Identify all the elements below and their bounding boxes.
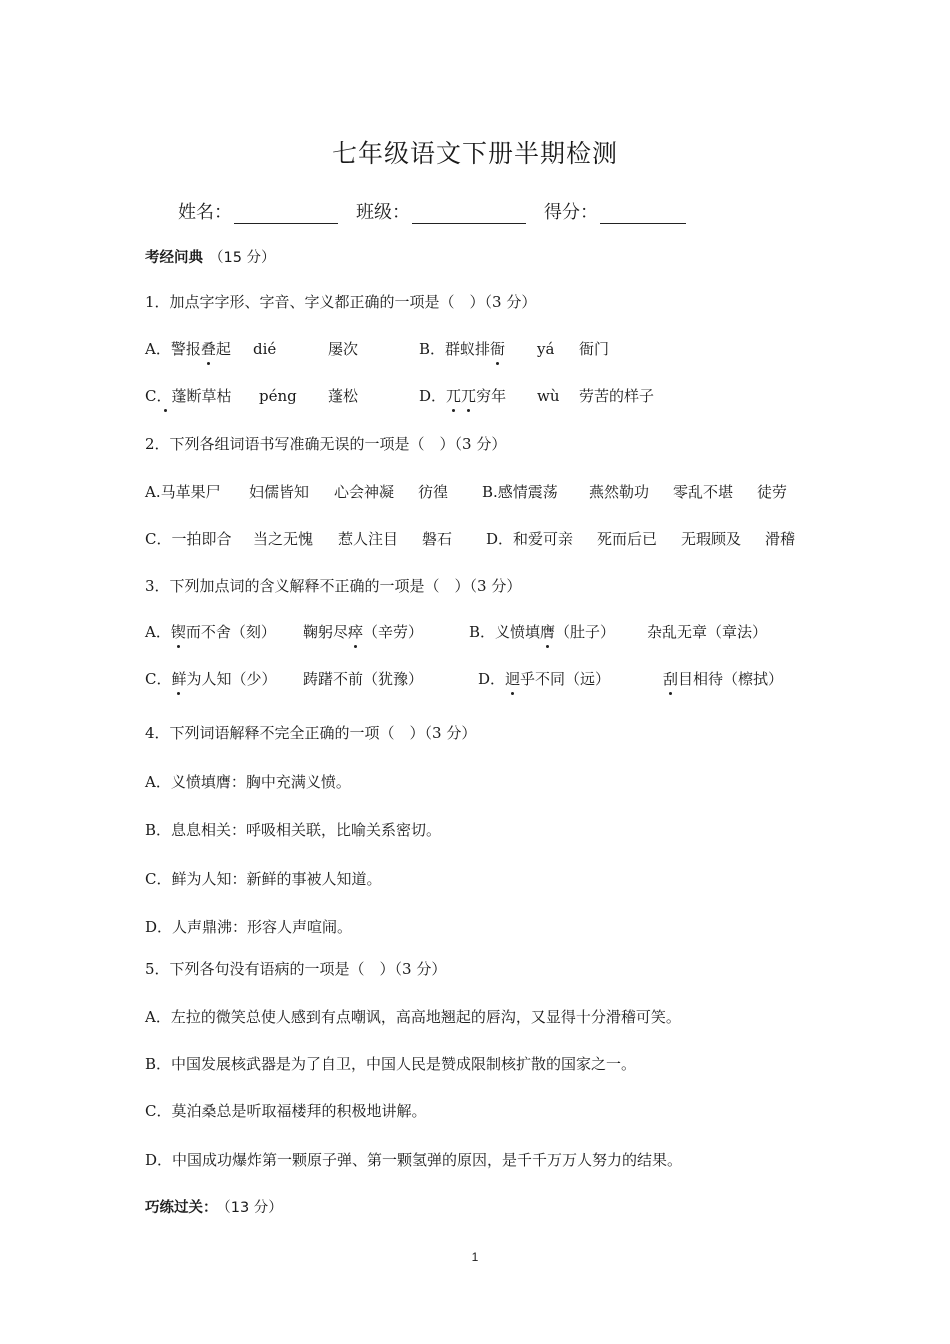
option-c: C．鲜为人知（少） xyxy=(145,670,277,688)
question-1-row-cd xyxy=(145,386,845,408)
option-a-word: 妇儒皆知 xyxy=(249,483,310,501)
option-c-2: 踌躇不前（犹豫） xyxy=(303,670,424,688)
dotted-char: 刮 xyxy=(663,670,679,688)
class-label: 班级： xyxy=(356,202,410,223)
section-heading-1 xyxy=(145,246,276,267)
question-4-option-a: A．义愤填膺：胸中充满义愤。 xyxy=(145,773,351,791)
dotted-char: 膺 xyxy=(540,623,556,641)
page-number: 1 xyxy=(471,1250,479,1264)
question-3-row-cd xyxy=(145,669,845,691)
dotted-char: 瘁 xyxy=(348,623,364,641)
option-d-word: 无瑕顾及 xyxy=(681,530,742,548)
score-blank[interactable] xyxy=(600,203,686,224)
dotted-char: 叠 xyxy=(200,340,216,358)
option-d-word: 滑稽 xyxy=(765,530,796,548)
question-4-stem: 4．下列词语解释不完全正确的一项（ ）（3 分） xyxy=(145,724,477,742)
question-2-row-ab xyxy=(145,482,845,504)
dotted-char: 迥 xyxy=(505,670,521,688)
option-b-word: 燕然勒功 xyxy=(589,483,650,501)
pinyin: péng xyxy=(259,387,297,405)
option-c-word: 磐石 xyxy=(422,530,453,548)
option-d-word: D．和爱可亲 xyxy=(486,530,574,548)
option-c-word: 惹人注目 xyxy=(338,530,399,548)
option-word: 衙门 xyxy=(579,340,610,358)
option-word: 蓬松 xyxy=(328,387,359,405)
option-word: 劳苦的样子 xyxy=(579,387,655,405)
question-4-option-b: B．息息相关：呼吸相关联，比喻关系密切。 xyxy=(145,821,442,839)
section-points: （15 分） xyxy=(209,250,276,266)
question-5-option-a: A．左拉的微笑总使人感到有点嘲讽，高高地翘起的唇沟，又显得十分滑稽可笑。 xyxy=(145,1008,681,1026)
class-blank[interactable] xyxy=(412,203,526,224)
pinyin: dié xyxy=(253,340,277,358)
question-5-option-d: D．中国成功爆炸第一颗原子弹、第一颗氢弹的原因，是千千万万人努力的结果。 xyxy=(145,1151,683,1169)
option-b: B．义愤填膺（肚子） xyxy=(469,623,616,641)
pinyin: wù xyxy=(537,387,560,405)
dotted-char: C．蓬 xyxy=(145,387,187,405)
question-5-stem: 5．下列各句没有语病的一项是（ ）（3 分） xyxy=(145,960,447,978)
section-label: 考经问典 xyxy=(145,250,203,266)
option-word: 屡次 xyxy=(328,340,359,358)
question-4-option-d: D．人声鼎沸：形容人声喧闹。 xyxy=(145,918,353,936)
page-title: 七年级语文下册半期检测 xyxy=(331,139,618,168)
question-1-row-ab xyxy=(145,339,845,361)
dotted-char: 锲 xyxy=(170,623,186,641)
option-a-word: A.马革果尸 xyxy=(145,483,221,501)
option-b-2: 杂乱无章（章法） xyxy=(647,623,768,641)
option-d: D．迥乎不同（远） xyxy=(478,670,611,688)
question-5-option-c: C．莫泊桑总是听取福楼拜的积极地讲解。 xyxy=(145,1102,427,1120)
question-3-row-ab xyxy=(145,622,845,644)
section-heading-2 xyxy=(145,1196,283,1217)
option-a: A．锲而不舍（刻） xyxy=(145,623,276,641)
section-label: 巧练过关： xyxy=(145,1200,218,1216)
name-blank[interactable] xyxy=(234,203,338,224)
name-label: 姓名： xyxy=(178,202,232,223)
option-a-word: 心会神凝 xyxy=(334,483,395,501)
option-b-word: B.感情震荡 xyxy=(482,483,558,501)
student-info-row xyxy=(178,198,686,224)
question-2-stem: 2．下列各组词语书写准确无误的一项是（ ）（3 分） xyxy=(145,435,507,453)
option-b-word: 零乱不堪 xyxy=(673,483,734,501)
option-a-2: 鞠躬尽瘁（辛劳） xyxy=(303,623,424,641)
option-a-word: 彷徨 xyxy=(418,483,449,501)
dotted-char: 兀 xyxy=(461,387,477,405)
score-label: 得分： xyxy=(544,202,598,223)
option-d-2: 刮目相待（檫拭） xyxy=(663,670,784,688)
question-2-row-cd xyxy=(145,529,845,551)
dotted-char: 兀 xyxy=(446,387,462,405)
question-5-option-b: B．中国发展核武器是为了自卫，中国人民是赞成限制核扩散的国家之一。 xyxy=(145,1055,637,1073)
question-1-stem: 1．加点字字形、字音、字义都正确的一项是（ ）（3 分） xyxy=(145,293,537,311)
question-4-option-c: C．鲜为人知：新鲜的事被人知道。 xyxy=(145,870,382,888)
section-points: （13 分） xyxy=(223,1200,283,1216)
option-b: B．群蚁排衙 xyxy=(419,340,506,358)
dotted-char: 鲜 xyxy=(171,670,187,688)
option-d: D．兀兀穷年 xyxy=(419,387,507,405)
dotted-char: 衙 xyxy=(490,340,506,358)
option-a: A．警报叠起 xyxy=(145,340,231,358)
option-c: C．蓬断草枯 xyxy=(145,387,232,405)
option-d-word: 死而后已 xyxy=(597,530,658,548)
pinyin: yá xyxy=(537,340,555,358)
question-3-stem: 3．下列加点词的含义解释不正确的一项是（ ）（3 分） xyxy=(145,577,522,595)
option-c-word: C．一拍即合 xyxy=(145,530,232,548)
option-b-word: 徒劳 xyxy=(757,483,788,501)
option-c-word: 当之无愧 xyxy=(253,530,314,548)
